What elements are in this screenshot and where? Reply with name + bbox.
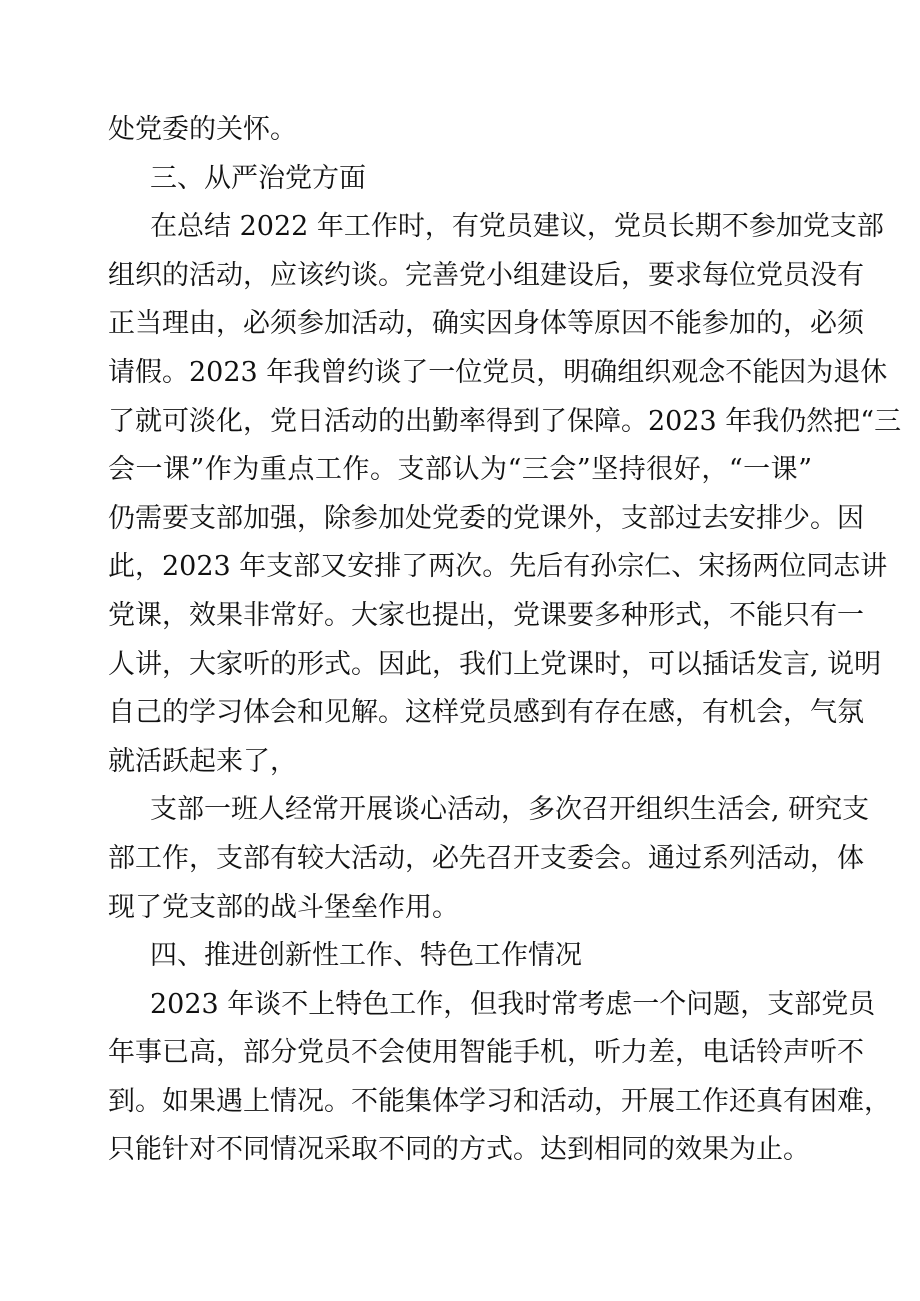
text-line: 此，2023 年支部又安排了两次。先后有孙宗仁、宋扬两位同志讲 — [108, 551, 888, 583]
text-line: 现了党支部的战斗堡垒作用。 — [108, 891, 459, 923]
text-line: 在总结 2022 年工作时，有党员建议，党员长期不参加党支部 — [150, 211, 884, 243]
text-line: 仍需要支部加强，除参加处党委的党课外，支部过去安排少。因 — [108, 502, 864, 534]
text-line: 会一课”作为重点工作。支部认为“三会”坚持很好，“一课” — [108, 454, 812, 486]
text-line: 2023 年谈不上特色工作，但我时常考虑一个问题，支部党员 — [150, 988, 876, 1020]
section-heading: 四、推进创新性工作、特色工作情况 — [150, 940, 582, 972]
text-line: 处党委的关怀。 — [108, 114, 297, 145]
text-line: 年事已高，部分党员不会使用智能手机，听力差，电话铃声听不 — [108, 1037, 864, 1069]
text-line: 正当理由，必须参加活动，确实因身体等原因不能参加的，必须 — [108, 308, 864, 340]
text-line: 人讲，大家听的形式。因此，我们上党课时，可以插话发言, 说明 — [108, 648, 882, 680]
text-line: 党课，效果非常好。大家也提出，党课要多种形式，不能只有一 — [108, 599, 864, 631]
document-page — [108, 106, 902, 1175]
section-heading: 三、从严治党方面 — [150, 162, 366, 194]
text-line: 请假。2023 年我曾约谈了一位党员，明确组织观念不能因为退休 — [108, 356, 888, 388]
text-line: 到。如果遇上情况。不能集体学习和活动，开展工作还真有困难， — [108, 1085, 891, 1117]
text-line: 就活跃起来了， — [108, 745, 297, 777]
text-line: 只能针对不同情况采取不同的方式。达到相同的效果为止。 — [108, 1134, 810, 1166]
text-line: 自己的学习体会和见解。这样党员感到有存在感，有机会，气氛 — [108, 697, 864, 729]
text-line: 组织的活动，应该约谈。完善党小组建设后，要求每位党员没有 — [108, 259, 864, 291]
text-line: 了就可淡化，党日活动的出勤率得到了保障。2023 年我仍然把“三 — [108, 405, 902, 437]
text-line: 部工作，支部有较大活动，必先召开支委会。通过系列活动，体 — [108, 842, 864, 874]
text-line: 支部一班人经常开展谈心活动，多次召开组织生活会, 研究支 — [150, 794, 870, 826]
